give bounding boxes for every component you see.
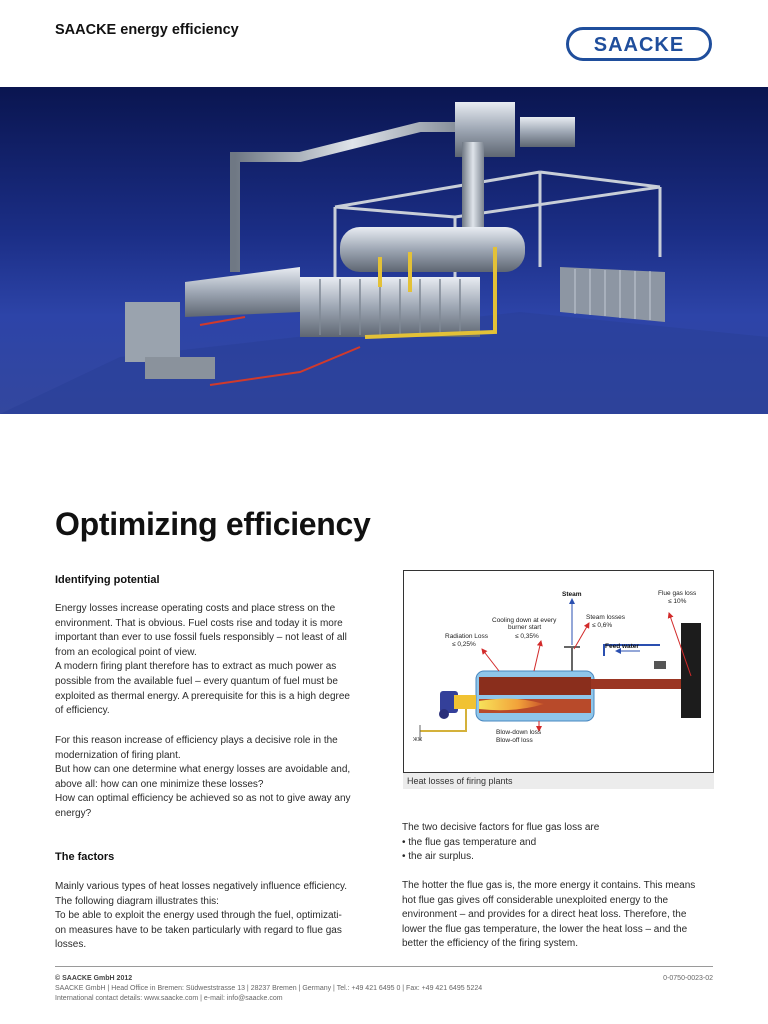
heat-losses-diagram-svg xyxy=(404,571,713,772)
section-heading-the-factors: The factors xyxy=(55,851,115,863)
section-heading-identifying-potential: Identifying potential xyxy=(55,574,160,586)
label-steam: Steam xyxy=(562,591,582,598)
label-feed-water: Feed water xyxy=(605,643,639,650)
factors-list xyxy=(402,836,599,865)
text-line: environment – and provides for a direct heat loss. Therefore, the xyxy=(402,909,687,921)
text-line: For this reason increase of efficiency plays a decisive role in the xyxy=(55,735,338,746)
label-cooling-down-line1: Cooling down at every xyxy=(492,617,557,624)
industrial-boiler-plant-illustration xyxy=(0,87,768,414)
text-line: hot flue gas gives off considerable unexploited energy to the xyxy=(402,894,669,906)
label-flue-gas-loss: Flue gas loss xyxy=(658,590,697,597)
text-line: To be able to exploit the energy used through the fuel, optimizati- xyxy=(55,910,342,922)
figure-caption-text: Heat losses of firing plants xyxy=(407,776,513,786)
heat-losses-diagram xyxy=(403,570,714,773)
text-line: on measures have to be taken particularly with regard to flue gas xyxy=(55,924,342,936)
footer-address: SAACKE GmbH | Head Office in Bremen: Südweststrasse 13 | 28237 Bremen | Germany | Tel.: +49 421 6495 0 | Fax: +49 421 6495 5224 xyxy=(55,985,483,992)
text-line: modernization of firing plant. xyxy=(55,749,181,761)
saacke-logo xyxy=(566,27,712,61)
footer-copyright: © SAACKE GmbH 2012 xyxy=(55,975,133,982)
label-blow-down-loss: Blow-down loss xyxy=(496,729,542,736)
label-steam-losses-value: ≤ 0,6% xyxy=(592,622,613,629)
label-radiation-loss-value: ≤ 0,25% xyxy=(452,641,476,648)
text-line: How can optimal efficiency be achieved so as not to give away any xyxy=(55,793,351,805)
header-title: SAACKE energy efficiency xyxy=(55,22,239,38)
label-radiation-loss: Radiation Loss xyxy=(445,633,488,640)
text-line: from an ecological point of view. xyxy=(55,646,197,658)
hero-image xyxy=(0,87,768,414)
label-blow-off-loss: Blow-off loss xyxy=(496,737,533,744)
text-line: important than ever to use fossil fuels responsibly – not least of all xyxy=(55,632,347,644)
text-line: A modern firing plant therefore has to extract as much power as xyxy=(55,661,337,673)
paragraph-factors xyxy=(55,880,347,953)
footer-doc-code: 0-0750-0023-02 xyxy=(663,975,713,982)
paragraph-energy-losses xyxy=(55,602,350,719)
text-line: The hotter the flue gas is, the more energy it contains. This means xyxy=(402,880,696,891)
paragraph-modernization xyxy=(55,734,351,822)
list-item: • the flue gas temperature and xyxy=(402,836,599,851)
paragraph-flue-gas xyxy=(402,879,695,952)
text-line: above all: how can one minimize these losses? xyxy=(55,778,264,790)
footer-contact: International contact details: www.saacke.com | e-mail: info@saacke.com xyxy=(55,995,283,1002)
text-line: environment. That is obvious. Fuel costs rise and today it is more xyxy=(55,617,343,629)
text-line: possible from the available fuel – every quantum of fuel must be xyxy=(55,675,338,687)
figure-caption xyxy=(403,773,714,789)
text-line: The two decisive factors for flue gas loss are xyxy=(402,822,600,833)
list-item: • the air surplus. xyxy=(402,850,599,865)
text-line: losses. xyxy=(55,939,87,951)
text-line: better the efficiency of the firing system. xyxy=(402,938,579,950)
text-line: of efficiency. xyxy=(55,705,110,717)
page-title: Optimizing efficiency xyxy=(55,506,371,542)
text-line: Mainly various types of heat losses negatively influence efficiency. xyxy=(55,881,348,892)
text-line: But how can one determine what energy losses are avoidable and, xyxy=(55,764,351,776)
text-line: energy? xyxy=(55,807,92,819)
logo-text: SAACKE xyxy=(593,34,685,56)
footer-divider xyxy=(55,966,713,967)
text-line: exploited as thermal energy. A prerequisite for this is a high degree xyxy=(55,690,350,702)
label-cooling-down-value: ≤ 0,35% xyxy=(515,633,539,640)
paragraph-decisive-factors xyxy=(402,821,599,865)
label-cooling-down-line2: burner start xyxy=(508,624,542,631)
svg-text:ЖЖ: ЖЖ xyxy=(413,737,423,743)
text-line: Energy losses increase operating costs and place stress on the xyxy=(55,603,336,614)
text-line: lower the flue gas temperature, the lower the heat loss – and the xyxy=(402,923,688,935)
label-flue-gas-loss-value: ≤ 10% xyxy=(668,598,687,605)
label-steam-losses: Steam losses xyxy=(586,614,626,621)
text-line: The following diagram illustrates this: xyxy=(55,895,219,907)
